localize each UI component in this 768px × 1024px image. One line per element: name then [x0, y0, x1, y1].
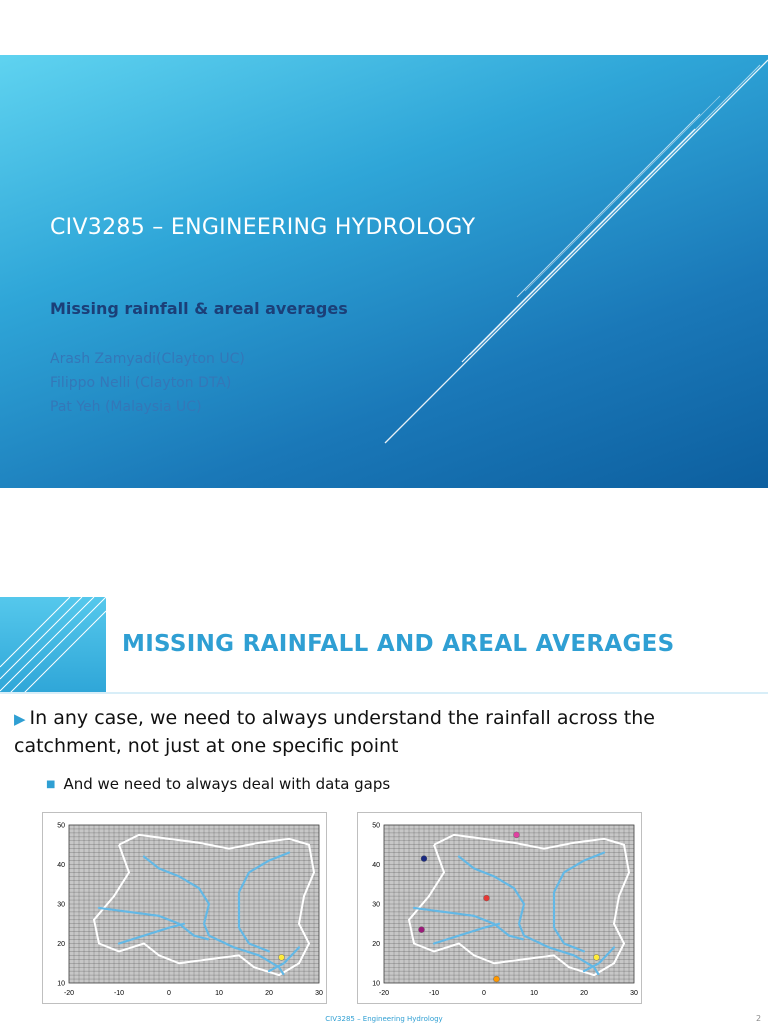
x-tick-label: 10: [215, 990, 223, 997]
header-lines: [0, 597, 106, 693]
catchment-chart-left: [42, 812, 327, 1004]
rain-gauge-point: [419, 927, 425, 933]
catchment-chart-right: [357, 812, 642, 1004]
author-3: Pat Yeh (Malaysia UC): [50, 399, 202, 415]
y-tick-label: 40: [372, 862, 380, 869]
rain-gauge-point: [494, 976, 500, 982]
main-bullet-text: In any case, we need to always understand the rainfall across the catchment, not just at one specific point: [14, 707, 655, 757]
header-decoration: [0, 597, 106, 693]
author-list: [50, 347, 245, 419]
y-tick-label: 20: [372, 941, 380, 948]
slide-header: [0, 597, 768, 693]
rain-gauge-point: [421, 856, 427, 862]
chart-left-svg: [43, 813, 326, 1003]
x-tick-label: -20: [63, 990, 75, 997]
x-tick-label: -10: [113, 990, 125, 997]
x-tick-label: 0: [482, 990, 486, 997]
rain-gauge-point: [514, 832, 520, 838]
rain-gauge-point: [594, 954, 600, 960]
x-tick-label: 10: [530, 990, 538, 997]
x-tick-label: 20: [580, 990, 588, 997]
decorative-lines: [0, 55, 768, 488]
y-tick-label: 10: [372, 980, 380, 988]
page-number: 2: [756, 1014, 762, 1023]
slide-footer: CIV3285 – Engineering Hydrology: [325, 1015, 443, 1023]
author-2: Filippo Nelli (Clayton DTA): [50, 375, 232, 391]
y-tick-label: 40: [57, 862, 65, 869]
chart-right-svg: [358, 813, 641, 1003]
x-tick-label: -20: [378, 990, 390, 997]
author-1: Arash Zamyadi(Clayton UC): [50, 351, 245, 367]
y-tick-label: 10: [57, 980, 65, 988]
y-tick-label: 30: [372, 901, 380, 909]
x-tick-label: 0: [167, 990, 171, 997]
y-tick-label: 50: [57, 822, 65, 830]
rain-gauge-point: [484, 895, 490, 901]
title-slide: [0, 55, 768, 488]
x-tick-label: 20: [265, 990, 273, 997]
rain-gauge-point: [279, 954, 285, 960]
sub-bullet-text: And we need to always deal with data gaps: [63, 775, 391, 793]
bullet-arrow-icon: ▶: [14, 710, 26, 728]
x-tick-label: 30: [315, 990, 323, 997]
y-tick-label: 20: [57, 941, 65, 948]
y-tick-label: 50: [372, 822, 380, 830]
y-tick-label: 30: [57, 901, 65, 909]
slide-title: MISSING RAINFALL AND AREAL AVERAGES: [122, 631, 675, 657]
presentation-title: CIV3285 – ENGINEERING HYDROLOGY: [50, 215, 476, 240]
bullet-square-icon: ■: [46, 779, 56, 790]
main-bullet: [14, 705, 734, 760]
header-divider: [0, 692, 768, 694]
x-tick-label: 30: [630, 990, 638, 997]
x-tick-label: -10: [428, 990, 440, 997]
sub-bullet: [46, 775, 390, 793]
presentation-subtitle: Missing rainfall & areal averages: [50, 299, 348, 318]
